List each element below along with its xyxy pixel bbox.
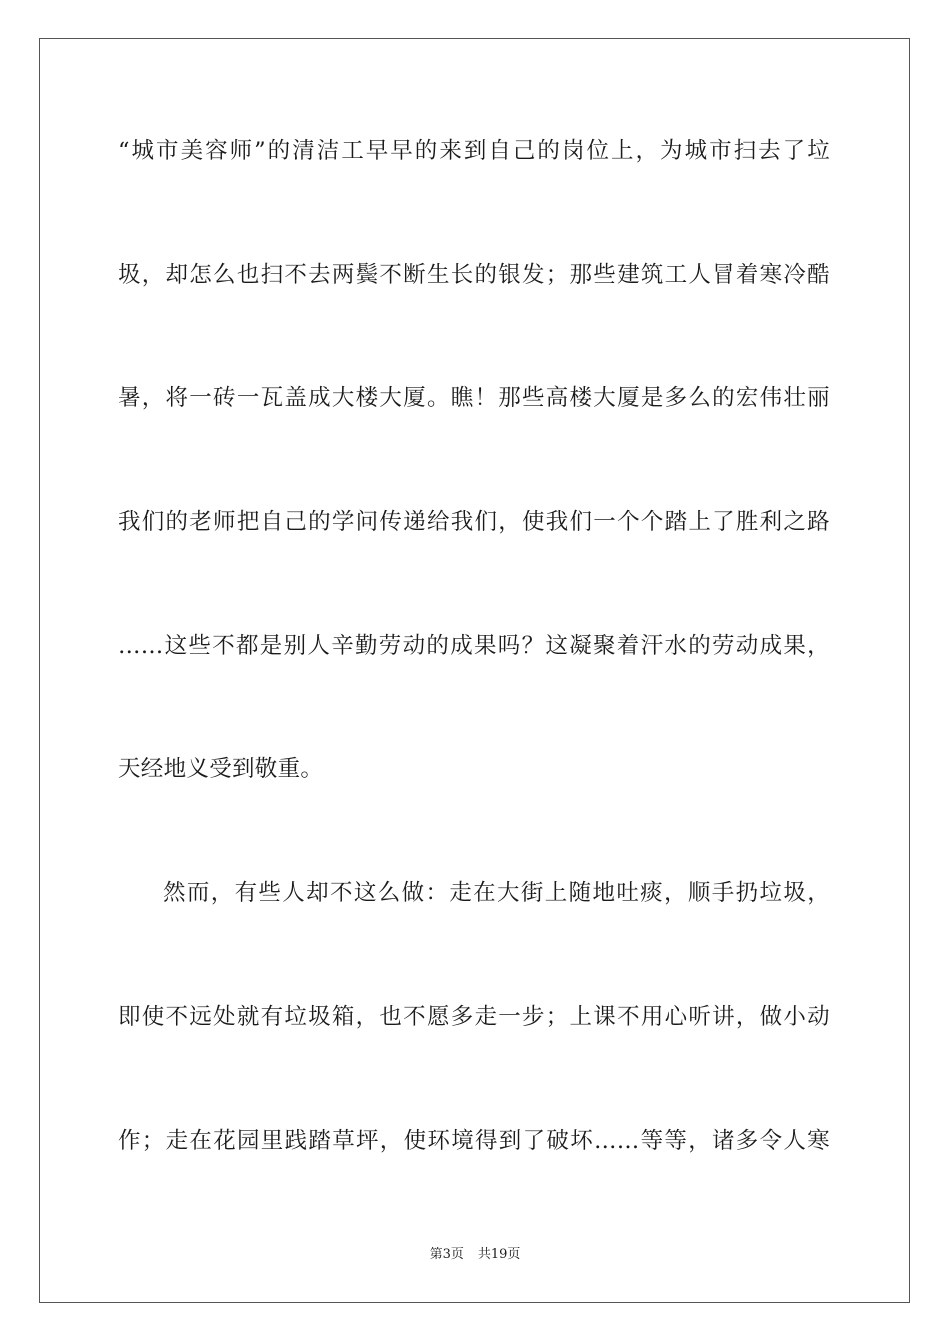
paragraph-line: 作；走在花园里践踏草坪，使环境得到了破坏……等等，诸多令人寒	[118, 1128, 830, 1154]
paragraph-line: 暑，将一砖一瓦盖成大楼大厦。瞧！那些高楼大厦是多么的宏伟壮丽	[118, 385, 830, 411]
paragraph-line: 然而，有些人却不这么做：走在大街上随地吐痰，顺手扔垃圾，	[163, 880, 830, 906]
page-footer	[0, 1246, 950, 1264]
paragraph-line: “城市美容师”的清洁工早早的来到自己的岗位上，为城市扫去了垃	[118, 138, 830, 164]
page-number: 第3页	[429, 1247, 464, 1262]
paragraph-line: 天经地义受到敬重。	[118, 756, 324, 782]
page-border	[39, 38, 910, 1303]
paragraph-line: 圾，却怎么也扫不去两鬓不断生长的银发；那些建筑工人冒着寒冷酷	[118, 262, 830, 288]
paragraph-line: 我们的老师把自己的学问传递给我们，使我们一个个踏上了胜利之路	[118, 509, 830, 535]
paragraph-line: 即使不远处就有垃圾箱，也不愿多走一步；上课不用心听讲，做小动	[118, 1004, 830, 1030]
page-total: 共19页	[477, 1247, 521, 1262]
paragraph-line: ……这些不都是别人辛勤劳动的成果吗？这凝聚着汗水的劳动成果，	[118, 633, 830, 659]
